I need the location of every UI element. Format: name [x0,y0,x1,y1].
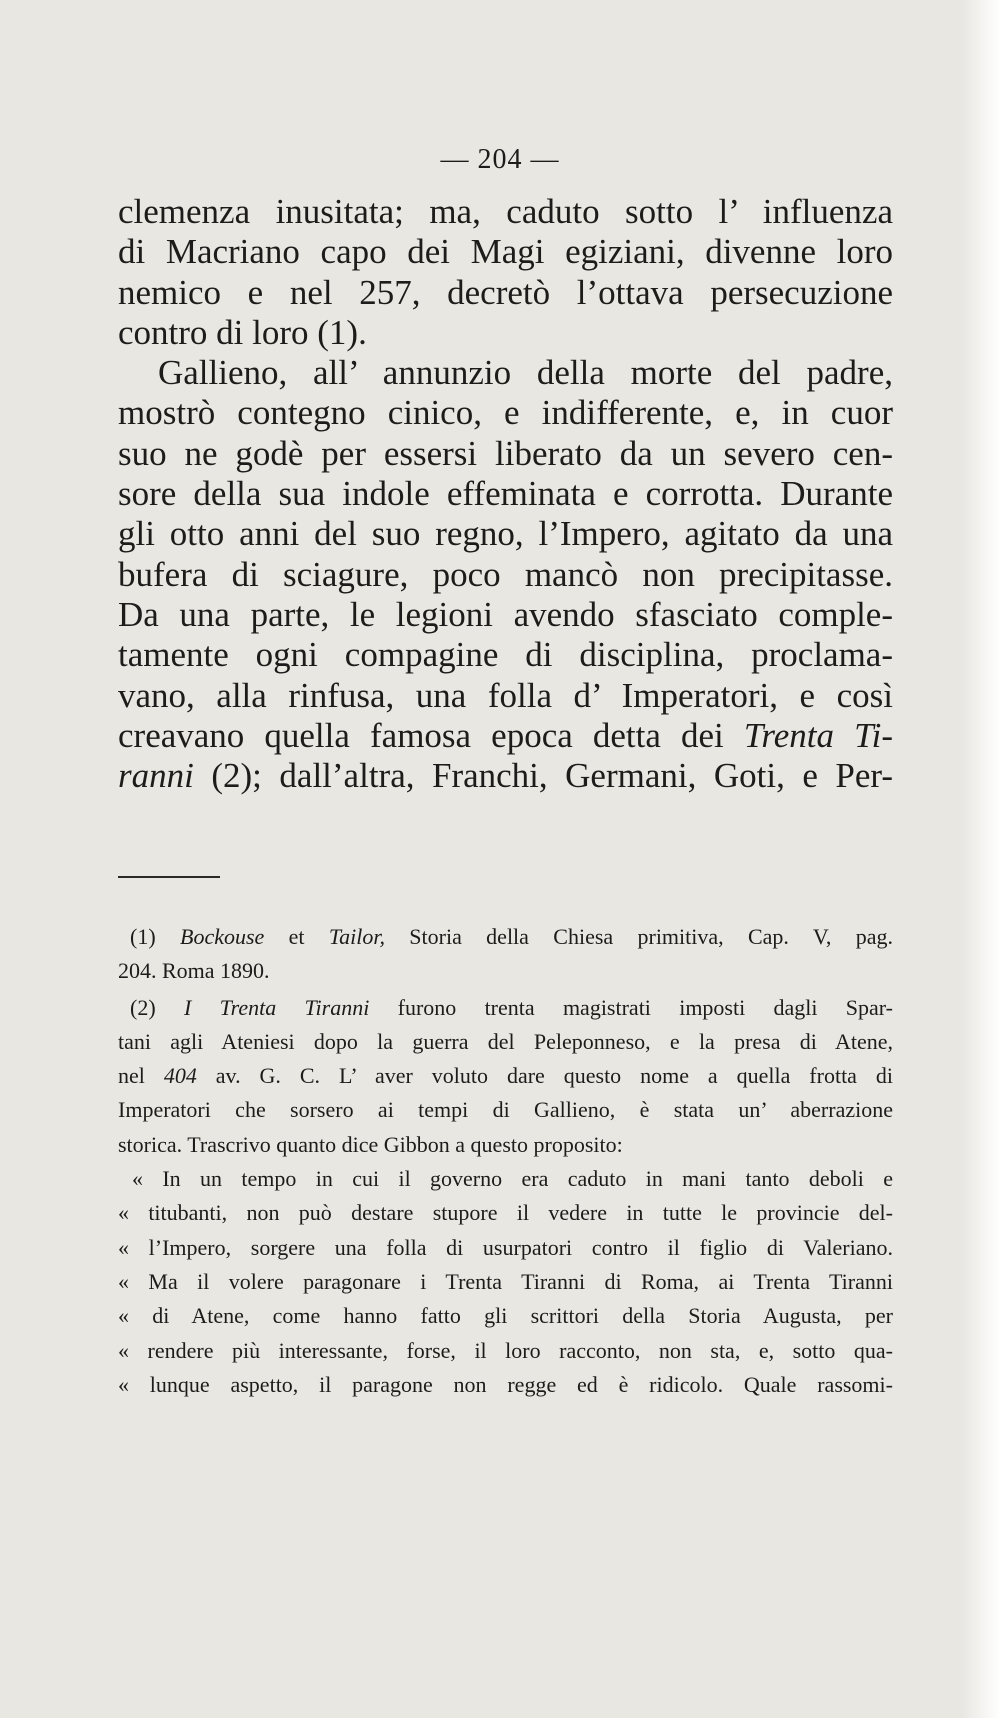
quote-line: « titubanti, non può destare stupore il vedere in tutte le provincie del- [118,1200,893,1226]
text-line: Gallieno, all’ annunzio della morte del padre, [158,353,893,393]
text-line: di Macriano capo dei Magi egiziani, divenne loro [118,232,893,272]
footnotes [118,920,893,1402]
text-line: gli otto anni del suo regno, l’Impero, agitato da una [118,514,893,554]
text-line: tamente ogni compagine di disciplina, proclama- [118,635,893,675]
author-name: Tailor, [328,924,385,949]
text-fragment: creavano quella famosa epoca detta dei [118,715,724,755]
text-line: sore della sua indole effeminata e corrotta. Durante [118,474,893,514]
text-line [118,756,893,796]
footnote-text: nel [118,1063,145,1089]
footnote-text: furono trenta magistrati imposti dagli Spar- [397,994,894,1020]
footnote-marker: (1) [130,924,156,949]
text-line: nemico e nel 257, decretò l’ottava persecuzione [118,272,893,312]
quote-line: « Ma il volere paragonare i Trenta Tiranni di Roma, ai Trenta Tiranni [118,1268,893,1294]
text-line: suo ne godè per essersi liberato da un severo cen- [118,433,893,473]
text-line [118,716,893,756]
footnote-text: av. G. C. L’ aver voluto dare questo nome a quella frotta di [215,1063,893,1089]
footnote-marker: (2) [130,994,156,1020]
main-text [118,192,893,796]
quote-line: « rendere più interessante, forse, il loro racconto, non sta, e, sotto qua- [118,1337,893,1363]
text-line: clemenza inusitata; ma, caduto sotto l’ influenza [118,192,893,231]
footnote-2 [118,991,893,1025]
text-line: Da una parte, le legioni avendo sfasciato comple- [118,594,893,634]
footnote-separator [118,876,220,878]
italic-number: 404 [163,1063,197,1089]
quote-line: « di Atene, come hanno fatto gli scrittori della Storia Augusta, per [118,1303,893,1329]
text-fragment: (2); dall’altra, Franchi, Germani, Goti, e Per- [211,756,894,796]
italic-title: I Trenta Tiranni [183,994,370,1020]
italic-title: ranni [118,756,194,796]
text-line: mostrò contegno cinico, e indifferente, e, in cuor [118,393,893,433]
footnote-text: Storia della Chiesa primitiva, Cap. V, pag. [409,924,894,949]
quote-line: « l’Impero, sorgere una folla di usurpatori contro il figlio di Valeriano. [118,1234,893,1260]
footnote-line: storica. Trascrivo quanto dice Gibbon a questo proposito: [118,1131,623,1157]
page-number: — 204 — [440,144,560,175]
footnote-line: tani agli Ateniesi dopo la guerra del Peleponneso, e la presa di Atene, [118,1028,893,1054]
text-line: bufera di sciagure, poco mancò non precipitasse. [118,554,893,594]
text-line: contro di loro (1). [118,312,367,352]
footnote-line: Imperatori che sorsero ai tempi di Gallieno, è stata un’ aberrazione [118,1097,893,1123]
quote-line: « In un tempo in cui il governo era caduto in mani tanto deboli e [132,1166,893,1192]
quote-line: « lunque aspetto, il paragone non regge ed è ridicolo. Quale rassomi- [118,1371,893,1397]
footnote-1 [118,920,893,954]
footnote-line: 204. Roma 1890. [118,958,270,984]
text-line: vano, alla rinfusa, una folla d’ Imperatori, e così [118,675,893,715]
italic-title: Trenta Ti- [743,715,894,755]
conjunction: et [288,924,305,949]
footnote-line [118,1059,893,1093]
author-name: Bockouse [180,924,265,949]
